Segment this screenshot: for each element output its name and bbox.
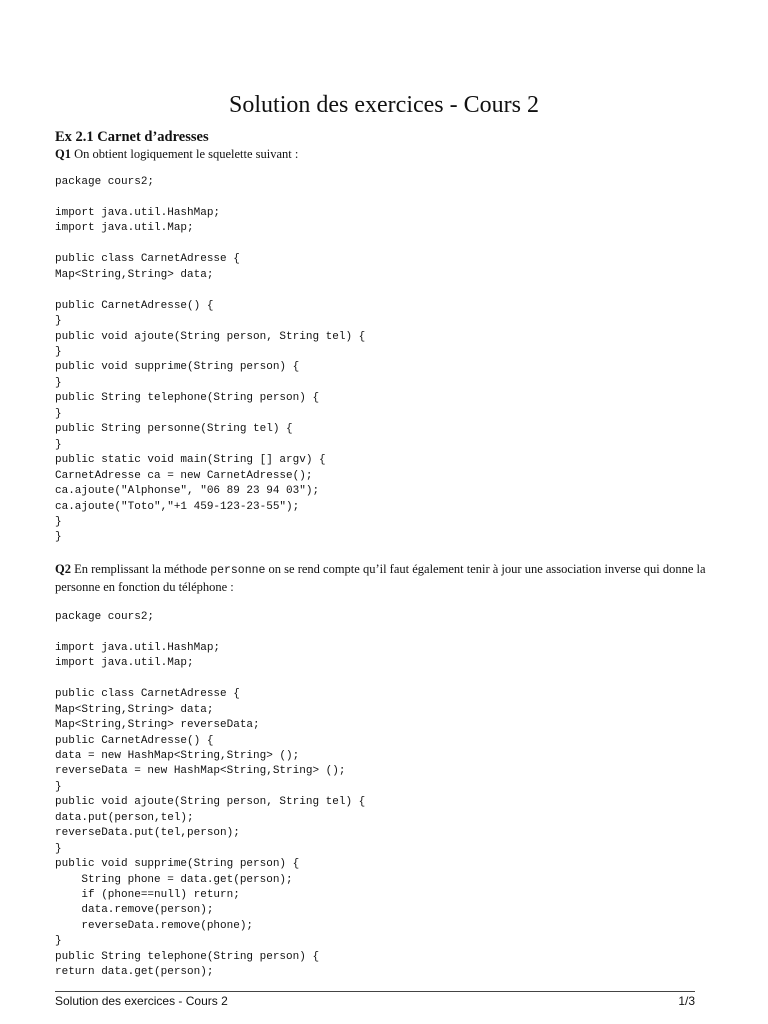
footer-title: Solution des exercices - Cours 2 xyxy=(55,994,228,1008)
q1-label: Q1 xyxy=(55,147,71,161)
code-line: } xyxy=(55,531,62,544)
code-line: } xyxy=(55,376,62,389)
q2-label: Q2 xyxy=(55,561,71,576)
code-line xyxy=(55,237,720,252)
code-line xyxy=(55,190,720,205)
code-line: public static void main(String [] argv) { xyxy=(55,454,326,467)
code-line: } xyxy=(55,842,62,855)
code-line: package cours2; xyxy=(55,176,155,188)
code-line: public String telephone(String person) { xyxy=(55,950,320,963)
code-line: } xyxy=(55,438,62,451)
code-line: public class CarnetAdresse { xyxy=(55,253,240,266)
code-line: public void ajoute(String person, String tel) { xyxy=(55,330,366,343)
code-line: ca.ajoute("Alphonse", "06 89 23 94 03"); xyxy=(55,485,320,498)
section-heading: Ex 2.1 Carnet d’adresses xyxy=(55,129,209,145)
q1-paragraph xyxy=(55,146,720,162)
code-line: import java.util.HashMap; xyxy=(55,206,221,219)
q2-code-word: personne xyxy=(210,563,266,577)
q2-text-before: En remplissant la méthode xyxy=(70,561,211,576)
code-line: if (phone==null) return; xyxy=(55,889,240,902)
q2-text-after: on se rend compte qu’il faut également tenir à jour une association inverse qui donne la personne en fonction du téléphone : xyxy=(55,561,706,594)
code-line: Map<String,String> data; xyxy=(55,703,214,716)
code-line: reverseData.remove(phone); xyxy=(55,919,254,932)
footer-divider xyxy=(55,991,695,992)
code-line: data.remove(person); xyxy=(55,904,214,917)
code-block-1 xyxy=(55,175,720,546)
code-line: public class CarnetAdresse { xyxy=(55,688,240,701)
code-line: package cours2; xyxy=(55,610,155,623)
code-line: import java.util.Map; xyxy=(55,222,194,235)
code-line: import java.util.Map; xyxy=(55,657,194,670)
code-line: public String personne(String tel) { xyxy=(55,423,293,436)
code-line: String phone = data.get(person); xyxy=(55,873,293,886)
code-line xyxy=(55,625,720,640)
code-line: data = new HashMap<String,String> (); xyxy=(55,749,300,762)
q1-text: On obtient logiquement le squelette suivant : xyxy=(70,147,299,161)
code-line: Map<String,String> data; xyxy=(55,268,214,281)
code-line: } xyxy=(55,315,62,328)
code-line: public CarnetAdresse() { xyxy=(55,299,214,312)
code-line: return data.get(person); xyxy=(55,966,214,979)
document-body xyxy=(55,128,720,981)
code-line: } xyxy=(55,515,62,528)
code-line: public void supprime(String person) { xyxy=(55,361,300,374)
code-line: public String telephone(String person) { xyxy=(55,392,320,405)
page-title: Solution des exercices - Cours 2 xyxy=(229,92,539,118)
code-line: reverseData.put(tel,person); xyxy=(55,827,240,840)
code-line: Map<String,String> reverseData; xyxy=(55,719,260,732)
code-line: import java.util.HashMap; xyxy=(55,641,221,654)
code-line: } xyxy=(55,345,62,358)
code-line: ca.ajoute("Toto","+1 459-123-23-55"); xyxy=(55,500,300,513)
page-number: 1/3 xyxy=(678,994,695,1008)
code-line: CarnetAdresse ca = new CarnetAdresse(); xyxy=(55,469,313,482)
code-line: } xyxy=(55,407,62,420)
code-line: public CarnetAdresse() { xyxy=(55,734,214,747)
code-line: } xyxy=(55,780,62,793)
code-line xyxy=(55,672,720,687)
code-line xyxy=(55,283,720,298)
code-line: reverseData = new HashMap<String,String> (); xyxy=(55,765,346,778)
code-line: public void ajoute(String person, String tel) { xyxy=(55,796,366,809)
code-block-2 xyxy=(55,610,720,981)
code-line: } xyxy=(55,935,62,948)
q2-paragraph xyxy=(55,561,720,595)
code-line: public void supprime(String person) { xyxy=(55,858,300,871)
code-line: data.put(person,tel); xyxy=(55,811,194,824)
